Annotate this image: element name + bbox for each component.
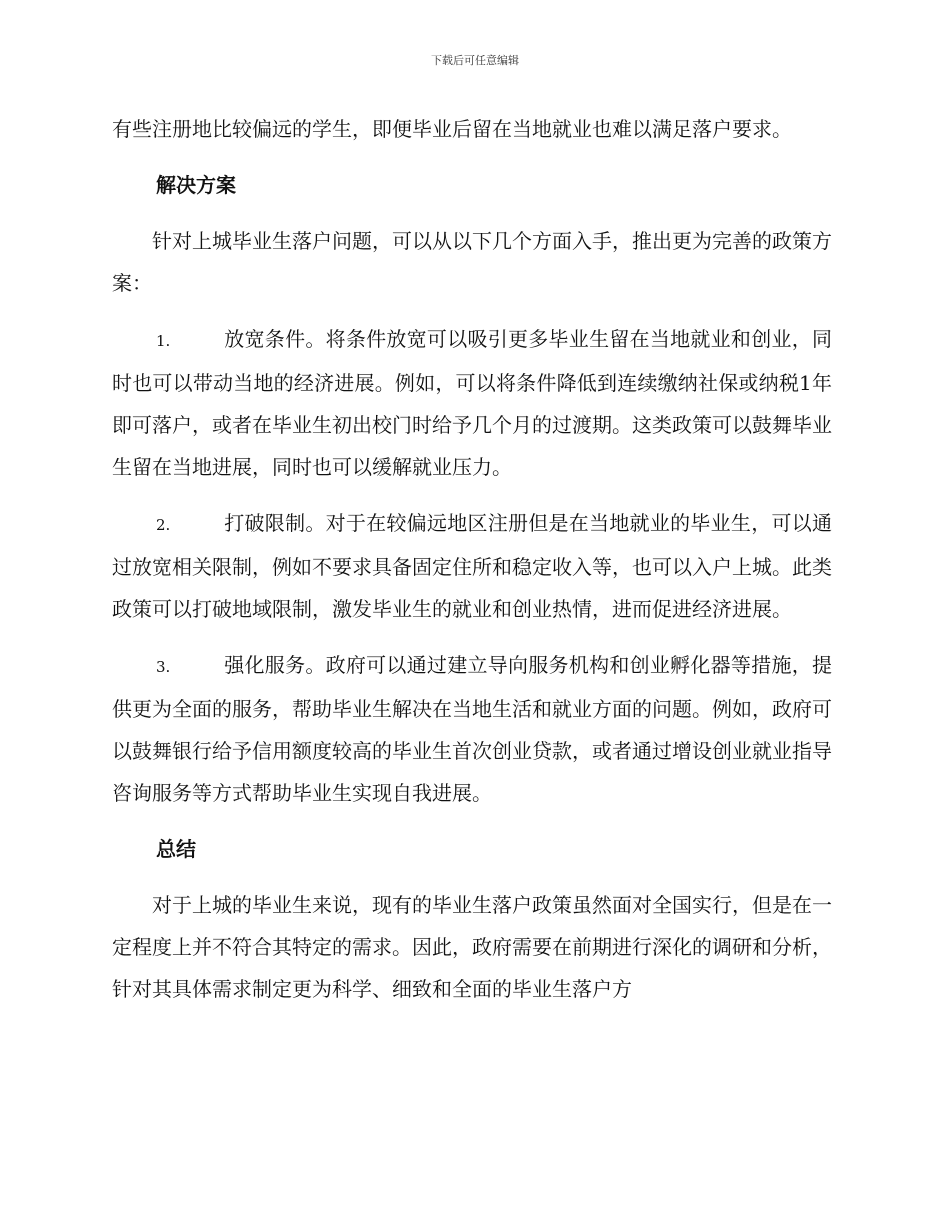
summary-paragraph: 对于上城的毕业生来说，现有的毕业生落户政策虽然面对全国实行，但是在一定程度上并不符合其特定的需求。因此，政府需要在前期进行深化的调研和分析，针对其具体需求制定更为科学、细致和全面的毕业生落户方 [112, 893, 832, 1001]
list-item-1 [112, 318, 832, 488]
page-header: 下载后可任意编辑 [431, 54, 519, 67]
list-item-number: 3. [156, 658, 171, 676]
list-item-number: 1. [156, 332, 171, 350]
list-item-text: 放宽条件。将条件放宽可以吸引更多毕业生留在当地就业和创业，同时也可以带动当地的经济进展。例如，可以将条件降低到连续缴纳社保或纳税1年即可落户，或者在毕业生初出校门时给予几个月的过渡期。这类政策可以鼓舞毕业生留在当地进展，同时也可以缓解就业压力。 [112, 327, 832, 479]
list-item-number: 2. [156, 516, 171, 534]
list-item-text: 强化服务。政府可以通过建立导向服务机构和创业孵化器等措施，提供更为全面的服务，帮助毕业生解决在当地生活和就业方面的问题。例如，政府可以鼓舞银行给予信用额度较高的毕业生首次创业贷款，或者通过增设创业就业指导咨询服务等方式帮助毕业生实现自我进展。 [112, 653, 832, 805]
list-item-2 [112, 502, 832, 630]
summary-heading: 总结 [156, 837, 196, 861]
list-item-text: 打破限制。对于在较偏远地区注册但是在当地就业的毕业生，可以通过放宽相关限制，例如不要求具备固定住所和稳定收入等，也可以入户上城。此类政策可以打破地域限制，激发毕业生的就业和创业热情，进而促进经济进展。 [112, 511, 832, 621]
solution-intro-paragraph: 针对上城毕业生落户问题，可以从以下几个方面入手，推出更为完善的政策方案： [112, 229, 832, 295]
list-item-3 [112, 644, 832, 814]
solution-heading: 解决方案 [156, 173, 236, 197]
intro-paragraph: 有些注册地比较偏远的学生，即便毕业后留在当地就业也难以满足落户要求。 [112, 117, 792, 141]
document-body [112, 108, 832, 1024]
